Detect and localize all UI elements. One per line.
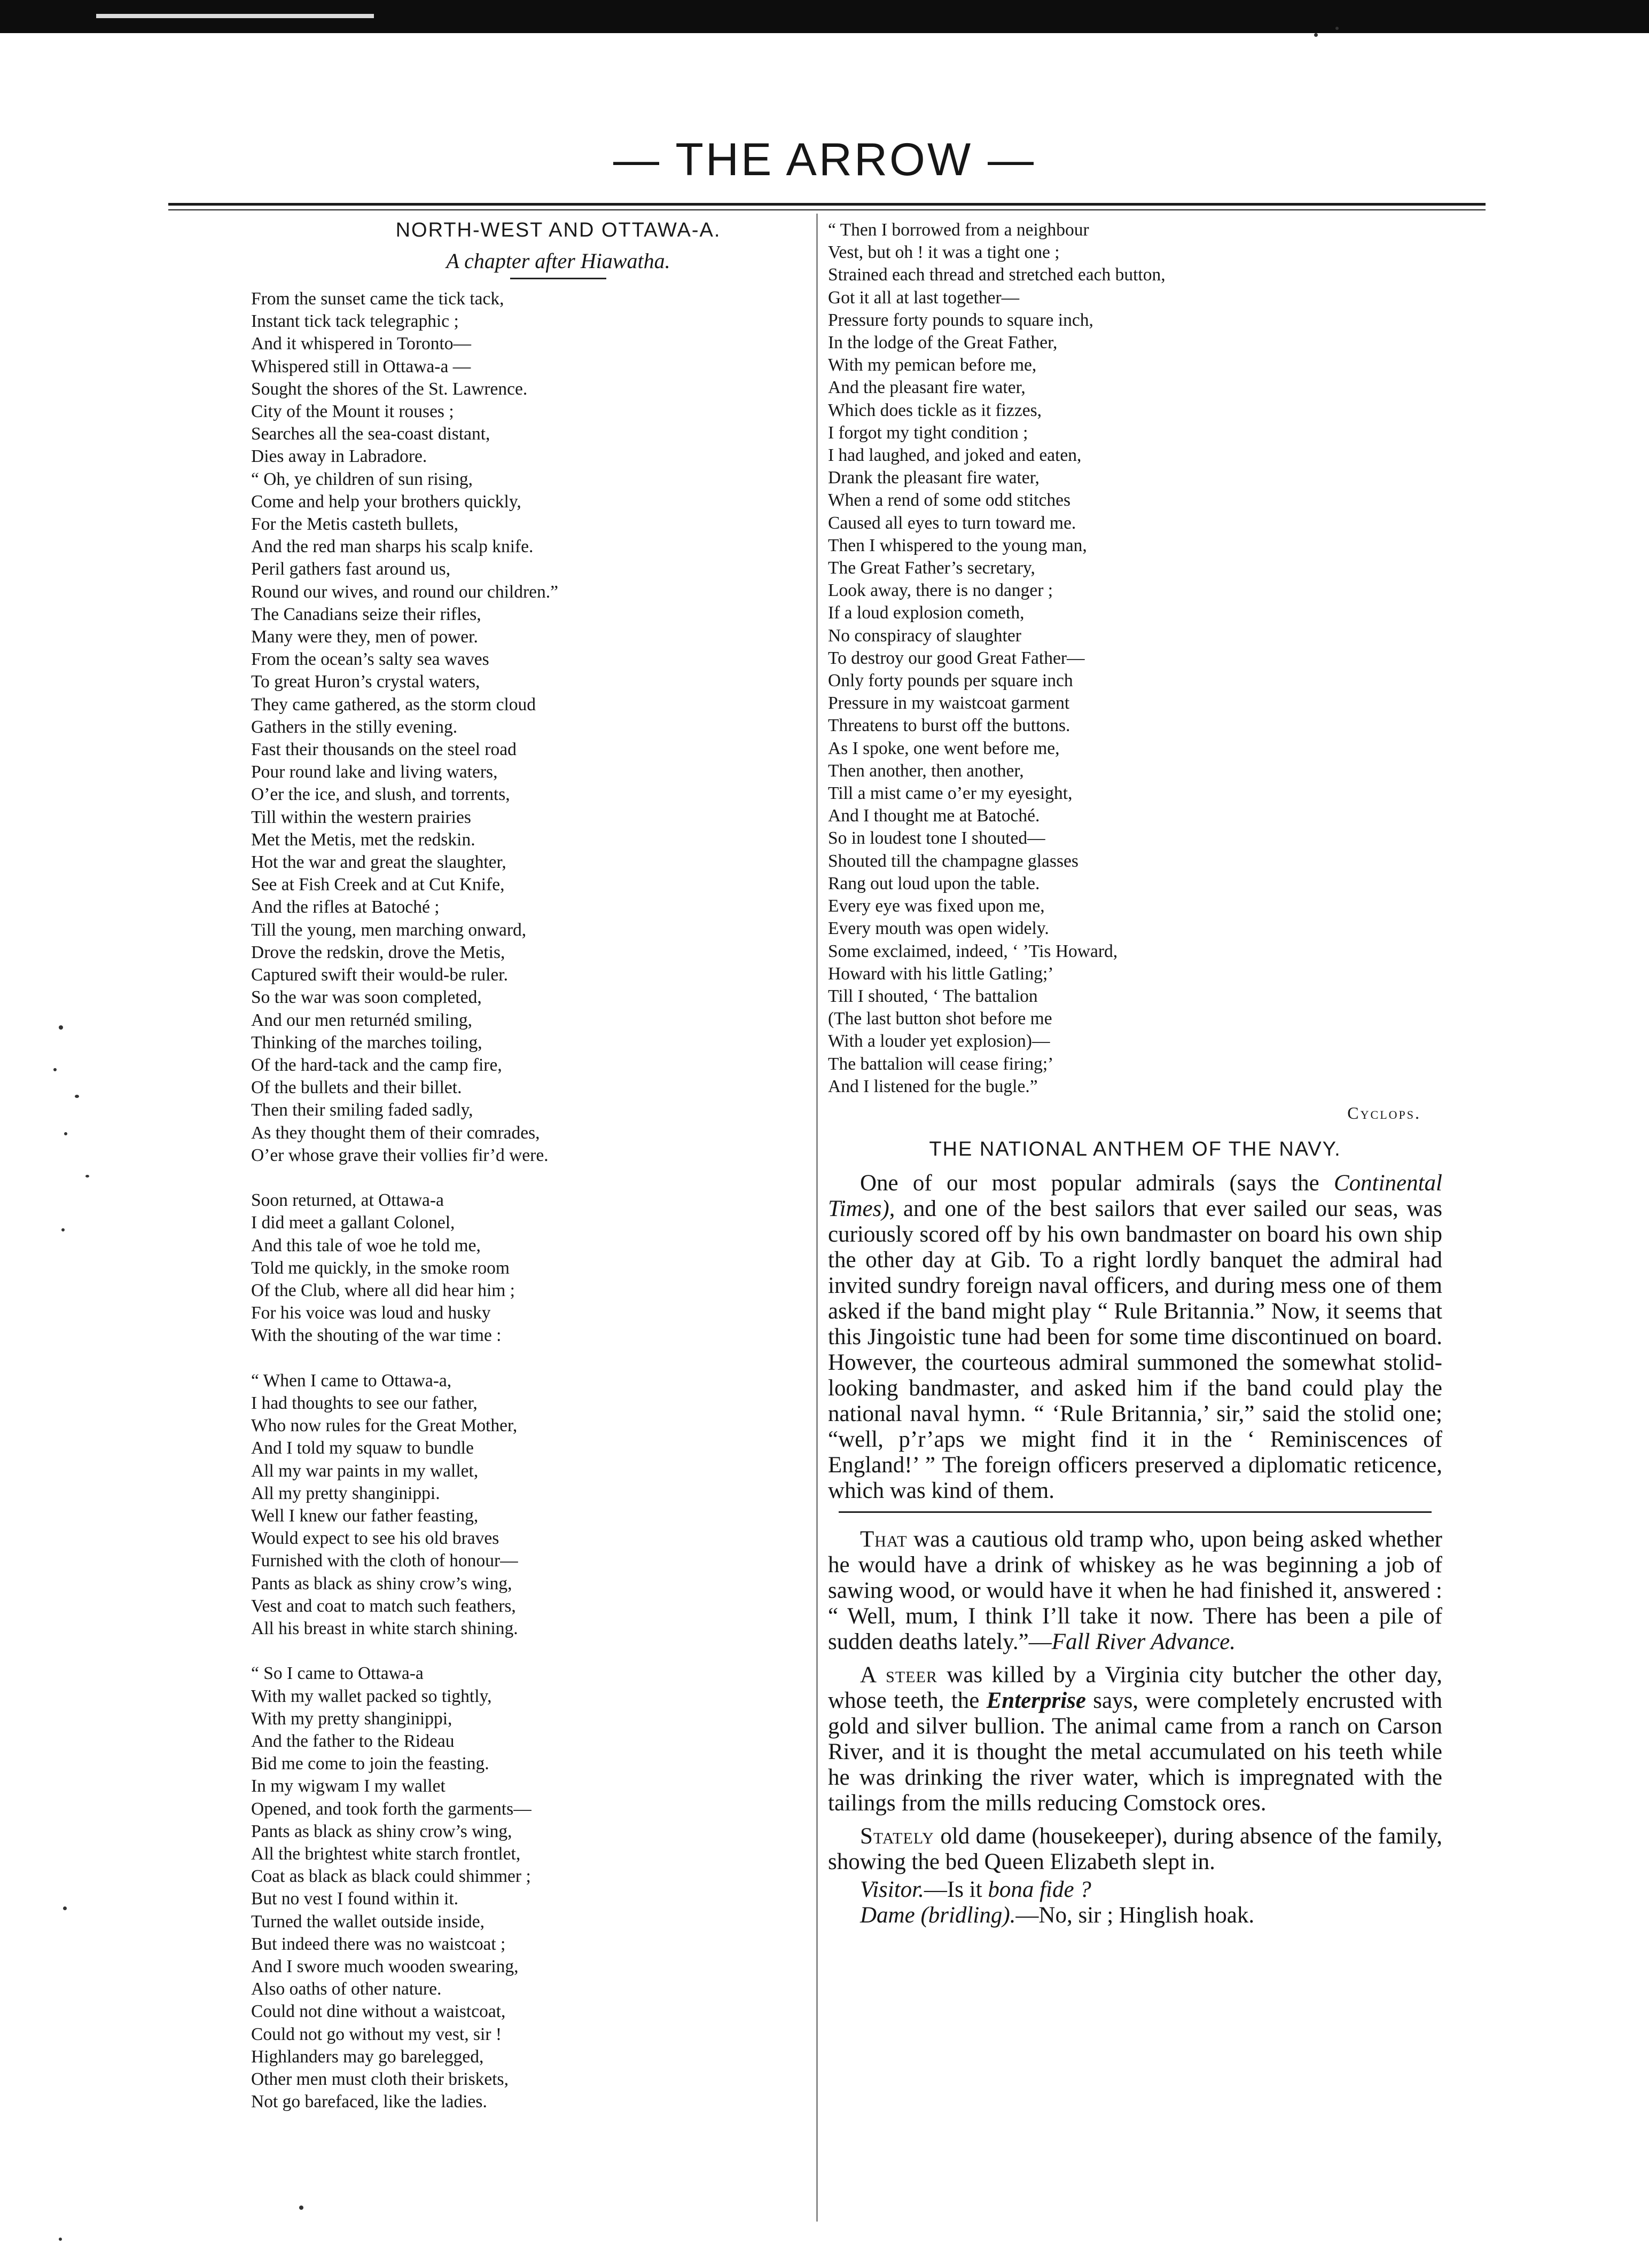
poem-line: I did meet a gallant Colonel,: [251, 1213, 455, 1233]
stanza: [251, 1370, 865, 1640]
poem-line: Hot the war and great the slaughter,: [251, 852, 506, 873]
poem-line: Till I shouted, ‘ The battalion: [828, 986, 1038, 1006]
poem-line: Shouted till the champagne glasses: [828, 851, 1079, 871]
poem-line: Fast their thousands on the steel road: [251, 740, 517, 760]
poem-line: The Canadians seize their rifles,: [251, 604, 481, 624]
anthem-source: Continental Times),: [828, 1170, 1442, 1221]
poem-line: Highlanders may go barelegged,: [251, 2046, 484, 2067]
poem-subtitle: A chapter after Hiawatha.: [446, 249, 670, 273]
poem-signature: Cyclops.: [1347, 1103, 1421, 1123]
poem-line: Only forty pounds per square inch: [828, 671, 1073, 691]
poem-line: Come and help your brothers quickly,: [251, 491, 521, 512]
stanza: [251, 1662, 865, 2113]
poem-line: Then another, then another,: [828, 760, 1024, 781]
poem-line: Strained each thread and stretched each button,: [828, 265, 1166, 285]
print-speck: [59, 1025, 63, 1030]
anthem-title: THE NATIONAL ANTHEM OF THE NAVY.: [929, 1137, 1341, 1160]
poem-line: Captured swift their would-be ruler.: [251, 965, 508, 985]
poem-line: As they thought them of their comrades,: [251, 1123, 540, 1143]
poem-line: So the war was soon completed,: [251, 987, 482, 1008]
left-column: [251, 219, 865, 2168]
poem-line: And this tale of woe he told me,: [251, 1235, 481, 1255]
visitor-text: —Is it: [924, 1877, 988, 1902]
poem-line: Pants as black as shiny crow’s wing,: [251, 1821, 512, 1841]
tramp-source: Fall River Advance.: [1051, 1629, 1236, 1654]
poem-line: Every eye was fixed upon me,: [828, 896, 1045, 916]
poem-line: But no vest I found within it.: [251, 1889, 459, 1909]
poem-line: From the sunset came the tick tack,: [251, 289, 504, 309]
steer-lead: A steer: [860, 1662, 937, 1688]
poem-line: And the rifles at Batoché ;: [251, 897, 440, 917]
poem-line: And it whispered in Toronto—: [251, 334, 472, 354]
print-speck: [75, 1095, 79, 1098]
poem-line: Also oaths of other nature.: [251, 1979, 442, 1999]
poem-line: The Great Father’s secretary,: [828, 558, 1035, 578]
steer-source: Enterprise: [986, 1688, 1086, 1713]
poem-line: They came gathered, as the storm cloud: [251, 694, 536, 715]
poem-line: Pants as black as shiny crow’s wing,: [251, 1573, 512, 1594]
poem-line: All my pretty shanginippi.: [251, 1483, 440, 1503]
poem-line: With my wallet packed so tightly,: [251, 1686, 492, 1706]
poem-line: Who now rules for the Great Mother,: [251, 1416, 518, 1436]
poem-line: For the Metis casteth bullets,: [251, 514, 458, 535]
poem-line: When a rend of some odd stitches: [828, 490, 1070, 511]
poem-line: Gathers in the stilly evening.: [251, 717, 458, 737]
poem-line: And the pleasant fire water,: [828, 378, 1026, 398]
stanza: [828, 219, 1442, 1098]
poem-line: And I thought me at Batoché.: [828, 806, 1040, 826]
poem-line: Well I knew our father feasting,: [251, 1505, 479, 1526]
anthem-paragraph: [828, 1171, 1442, 1504]
stanza: [251, 288, 865, 1167]
poem-line: “ Oh, ye children of sun rising,: [251, 469, 473, 489]
poem-line: Soon returned, at Ottawa-a: [251, 1190, 444, 1211]
visitor-phrase: bona fide ?: [988, 1877, 1091, 1902]
border-wear: [96, 14, 374, 18]
dame-reply-line: [860, 1903, 1442, 1928]
poem-line: Of the Club, where all did hear him ;: [251, 1280, 515, 1300]
poem-line: Round our wives, and round our children.”: [251, 582, 558, 602]
poem-line: But indeed there was no waistcoat ;: [251, 1934, 506, 1954]
anthem-text-b: and one of the best sailors that ever sailed our seas, was curiously scored off by his own bandmaster on board his own ship the other day at Gib. To a right lordly banquet the admiral had invited sundry foreign naval officers, and during mess one of them asked if the band might play “ Rule Britannia.” Now, it seems that this Jingoistic tune had been for some time discontinued on board. However, the courteous admiral summoned the somewhat stolid-looking bandmaster, and asked him if the band could play the national naval hymn. “ ‘Rule Britannia,’ sir,” said the stolid one; “well, p’r’aps we might find it in the ‘ Reminiscences of England!’ ” The foreign officers preserved a diplomatic reticence, which was kind of them.: [828, 1196, 1442, 1503]
print-speck: [59, 2238, 62, 2241]
poem-line: Look away, there is no danger ;: [828, 580, 1053, 601]
dame-text: old dame (housekeeper), during absence of the family, showing the bed Queen Elizabeth slept in.: [828, 1823, 1442, 1874]
poem-line: Would expect to see his old braves: [251, 1528, 499, 1549]
tramp-paragraph: [828, 1527, 1442, 1655]
poem-line: Peril gathers fast around us,: [251, 559, 451, 579]
poem-line: With my pemican before me,: [828, 355, 1037, 375]
poem-line: O’er whose grave their vollies fir’d were.: [251, 1145, 549, 1165]
poem-body: [251, 288, 865, 2113]
masthead-rule-top: [168, 203, 1486, 206]
poem-line: And I listened for the bugle.”: [828, 1076, 1038, 1096]
poem-line: All his breast in white starch shining.: [251, 1618, 518, 1638]
poem-line: “ Then I borrowed from a neighbour: [828, 220, 1089, 240]
poem-line: (The last button shot before me: [828, 1009, 1052, 1029]
section-rule: [839, 1511, 1432, 1513]
top-border: [0, 0, 1649, 33]
poem-line: Rang out loud upon the table.: [828, 873, 1040, 893]
poem-line: “ When I came to Ottawa-a,: [251, 1370, 452, 1391]
stanza: [251, 1189, 865, 1347]
poem-line: And I swore much wooden swearing,: [251, 1956, 519, 1976]
poem-line: In my wigwam I my wallet: [251, 1776, 446, 1796]
poem-line: I had thoughts to see our father,: [251, 1393, 478, 1413]
poem-line: Other men must cloth their briskets,: [251, 2069, 509, 2089]
poem-line: And our men returnéd smiling,: [251, 1010, 473, 1030]
poem-line: To great Huron’s crystal waters,: [251, 672, 480, 692]
poem-line: Bid me come to join the feasting.: [251, 1754, 489, 1774]
poem-line: Which does tickle as it fizzes,: [828, 400, 1042, 420]
poem-line: So in loudest tone I shouted—: [828, 828, 1045, 849]
steer-text-a: was killed by a Virginia city butcher the other day, whose teeth, the: [828, 1662, 1442, 1713]
steer-text-b: says, were completely encrusted with gold and silver bullion. The animal came from a ranch on Carson River, and it is thought the metal accumulated on his teeth while he was drinking the river water, which is impregnated with the tailings from the mills reducing Comstock ores.: [828, 1688, 1442, 1816]
print-speck: [85, 1175, 89, 1178]
poem-line: Turned the wallet outside inside,: [251, 1911, 485, 1932]
poem-line: Drank the pleasant fire water,: [828, 468, 1040, 488]
page-title: — THE ARROW —: [613, 134, 1036, 185]
print-speck: [63, 1906, 67, 1910]
poem-line: As I spoke, one went before me,: [828, 738, 1060, 758]
poem-line: Searches all the sea-coast distant,: [251, 424, 490, 444]
poem-line: Opened, and took forth the garments—: [251, 1799, 532, 1819]
poem-line: See at Fish Creek and at Cut Knife,: [251, 875, 505, 895]
poem-line: Till the young, men marching onward,: [251, 920, 527, 940]
poem-line: All the brightest white starch frontlet,: [251, 1843, 521, 1864]
poem-line: For his voice was loud and husky: [251, 1303, 491, 1323]
poem-line: Furnished with the cloth of honour—: [251, 1551, 518, 1571]
dame-reply-text: —No, sir ; Hinglish hoak.: [1015, 1902, 1255, 1928]
poem-line: Many were they, men of power.: [251, 627, 478, 647]
poem-line: And the father to the Rideau: [251, 1731, 455, 1751]
poem-line: In the lodge of the Great Father,: [828, 333, 1058, 353]
poem-line: Then I whispered to the young man,: [828, 535, 1087, 555]
poem-line: Met the Metis, met the redskin.: [251, 829, 475, 850]
poem-line: Could not dine without a waistcoat,: [251, 2002, 506, 2022]
poem-line: From the ocean’s salty sea waves: [251, 649, 489, 670]
poem-line: Drove the redskin, drove the Metis,: [251, 942, 505, 962]
visitor-label: Visitor.: [860, 1877, 924, 1902]
poem-line: Dies away in Labradore.: [251, 446, 427, 467]
poem-line: Not go barefaced, like the ladies.: [251, 2092, 487, 2112]
poem-line: Could not go without my vest, sir !: [251, 2024, 502, 2044]
poem-line: And the red man sharps his scalp knife.: [251, 537, 534, 557]
dame-lead: Stately: [860, 1823, 934, 1849]
poem-line: Of the hard-tack and the camp fire,: [251, 1055, 502, 1075]
poem-line: Thinking of the marches toiling,: [251, 1032, 482, 1053]
poem-line: No conspiracy of slaughter: [828, 625, 1021, 646]
print-speck: [1314, 33, 1318, 37]
dame-paragraph: [828, 1824, 1442, 1875]
print-speck: [299, 2206, 303, 2210]
poem-line: Of the bullets and their billet.: [251, 1078, 462, 1098]
poem-line: Whispered still in Ottawa-a —: [251, 356, 471, 376]
poem-line: Till a mist came o’er my eyesight,: [828, 783, 1073, 804]
tramp-text: was a cautious old tramp who, upon being asked whether he would have a drink of whiskey as he was beginning a job of sawing wood, or would have it when he had finished it, answered : “ Well, mum, I think I’ll take it now. There has been a pile of sudden deaths lately.”—: [828, 1526, 1442, 1654]
steer-paragraph: [828, 1662, 1442, 1816]
poem-line: Told me quickly, in the smoke room: [251, 1258, 510, 1278]
poem-line: Howard with his little Gatling;’: [828, 963, 1054, 984]
poem-line: With a louder yet explosion)—: [828, 1031, 1050, 1051]
poem-title: NORTH-WEST AND OTTAWA-A.: [395, 219, 721, 241]
masthead-rule-bottom: [168, 209, 1486, 210]
title-rule: [510, 278, 606, 279]
poem-line: The battalion will cease firing;’: [828, 1054, 1054, 1074]
poem-line: If a loud explosion cometh,: [828, 603, 1025, 623]
poem-line: With my pretty shanginippi,: [251, 1708, 452, 1729]
poem-line: Every mouth was open widely.: [828, 919, 1049, 939]
poem-line: Pressure in my waistcoat garment: [828, 693, 1070, 713]
poem-line: And I told my squaw to bundle: [251, 1438, 474, 1458]
poem-line: Pressure forty pounds to square inch,: [828, 310, 1093, 330]
poem-line: Vest, but oh ! it was a tight one ;: [828, 242, 1060, 263]
poem-line: Coat as black as black could shimmer ;: [251, 1866, 531, 1887]
poem-line: Pour round lake and living waters,: [251, 762, 498, 782]
poem-line: Caused all eyes to turn toward me.: [828, 513, 1076, 533]
poem-line: To destroy our good Great Father—: [828, 648, 1085, 668]
poem-line: Some exclaimed, indeed, ‘ ’Tis Howard,: [828, 941, 1118, 961]
poem-line: All my war paints in my wallet,: [251, 1461, 479, 1481]
print-speck: [64, 1132, 67, 1135]
poem-line: Till within the western prairies: [251, 807, 471, 827]
poem-line: Then their smiling faded sadly,: [251, 1100, 473, 1120]
tramp-lead: That: [860, 1526, 908, 1552]
print-speck: [53, 1068, 57, 1071]
poem-line: Threatens to burst off the buttons.: [828, 716, 1070, 736]
poem-line: O’er the ice, and slush, and torrents,: [251, 784, 510, 805]
print-speck: [1335, 27, 1339, 30]
poem-line: Vest and coat to match such feathers,: [251, 1596, 516, 1616]
print-speck: [61, 1228, 65, 1231]
poem-line: I had laughed, and joked and eaten,: [828, 445, 1082, 466]
poem-line: I forgot my tight condition ;: [828, 422, 1028, 443]
dame-visitor-line: [860, 1877, 1442, 1903]
poem-continuation: [828, 219, 1442, 1098]
poem-line: Instant tick tack telegraphic ;: [251, 311, 459, 332]
poem-line: Got it all at last together—: [828, 287, 1020, 308]
dame-label: Dame (bridling).: [860, 1902, 1016, 1928]
poem-line: With the shouting of the war time :: [251, 1325, 502, 1346]
poem-line: Sought the shores of the St. Lawrence.: [251, 379, 528, 399]
poem-line: “ So I came to Ottawa-a: [251, 1663, 424, 1684]
poem-line: City of the Mount it rouses ;: [251, 402, 454, 422]
right-column: [828, 219, 1442, 2168]
anthem-text-a: One of our most popular admirals (says the: [860, 1170, 1334, 1196]
